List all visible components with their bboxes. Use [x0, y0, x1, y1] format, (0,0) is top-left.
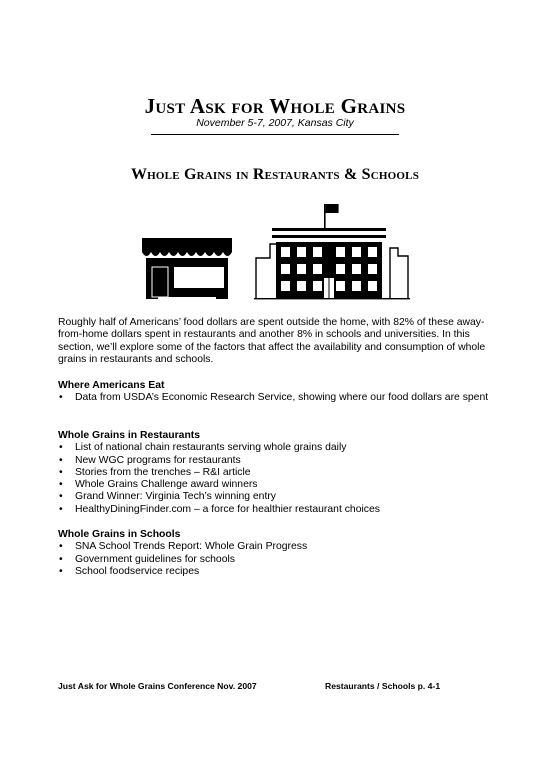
list-item: • HealthyDiningFinder.com – a force for healthier restaurant choices: [59, 503, 380, 515]
group-heading: Where Americans Eat: [58, 380, 165, 391]
bullet-icon: •: [59, 392, 63, 404]
list-item: • List of national chain restaurants serving whole grains daily: [59, 442, 347, 454]
list-item: • SNA School Trends Report: Whole Grain Progress: [59, 541, 308, 553]
list-item: • Whole Grains Challenge award winners: [59, 479, 258, 491]
footer-left: Just Ask for Whole Grains Conference Nov. 2007: [58, 681, 257, 691]
bullet-icon: •: [59, 466, 63, 478]
group-heading: Whole Grains in Schools: [58, 529, 181, 540]
page-title: Just Ask for Whole Grains: [144, 94, 406, 118]
group-whole-grains-restaurants: [58, 430, 498, 516]
group-heading: Whole Grains in Restaurants: [58, 430, 201, 441]
title-rule: [151, 134, 399, 135]
section-title: Whole Grains in Restaurants & Schools: [130, 166, 420, 183]
bullet-icon: •: [59, 479, 63, 491]
bullet-icon: •: [59, 454, 63, 466]
bullet-icon: •: [59, 565, 63, 577]
bullet-icon: •: [59, 541, 63, 553]
list-item: • School foodservice recipes: [59, 565, 200, 577]
bullet-icon: •: [59, 491, 63, 503]
bullet-icon: •: [59, 442, 63, 454]
list-item: • Government guidelines for schools: [59, 553, 235, 565]
group-where-americans-eat: [58, 380, 498, 405]
list-item: • Grand Winner: Virginia Tech’s winning entry: [59, 491, 276, 503]
bullet-icon: •: [59, 503, 63, 515]
page-subtitle: November 5-7, 2007, Kansas City: [196, 117, 354, 129]
list-item: • Stories from the trenches – R&I article: [59, 466, 251, 478]
school-building-icon: [254, 204, 410, 299]
bullet-icon: •: [59, 553, 63, 565]
footer-right: Restaurants / Schools p. 4-1: [325, 681, 441, 691]
illustration: [138, 200, 413, 305]
list-item: • New WGC programs for restaurants: [59, 454, 241, 466]
restaurant-storefront-icon: [142, 238, 232, 299]
intro-paragraph: Roughly half of Americans’ food dollars are spent outside the home, with 82% of these away-from-home dollars spent in restaurants and another 8% in schools and universities. In this section, we’ll explore some of the factors that affect the availability and consumption of whole grains in restaurants and schools.: [58, 317, 486, 365]
group-whole-grains-schools: [58, 529, 498, 578]
list-item: • Data from USDA’s Economic Research Service, showing where our food dollars are spent: [59, 392, 489, 404]
